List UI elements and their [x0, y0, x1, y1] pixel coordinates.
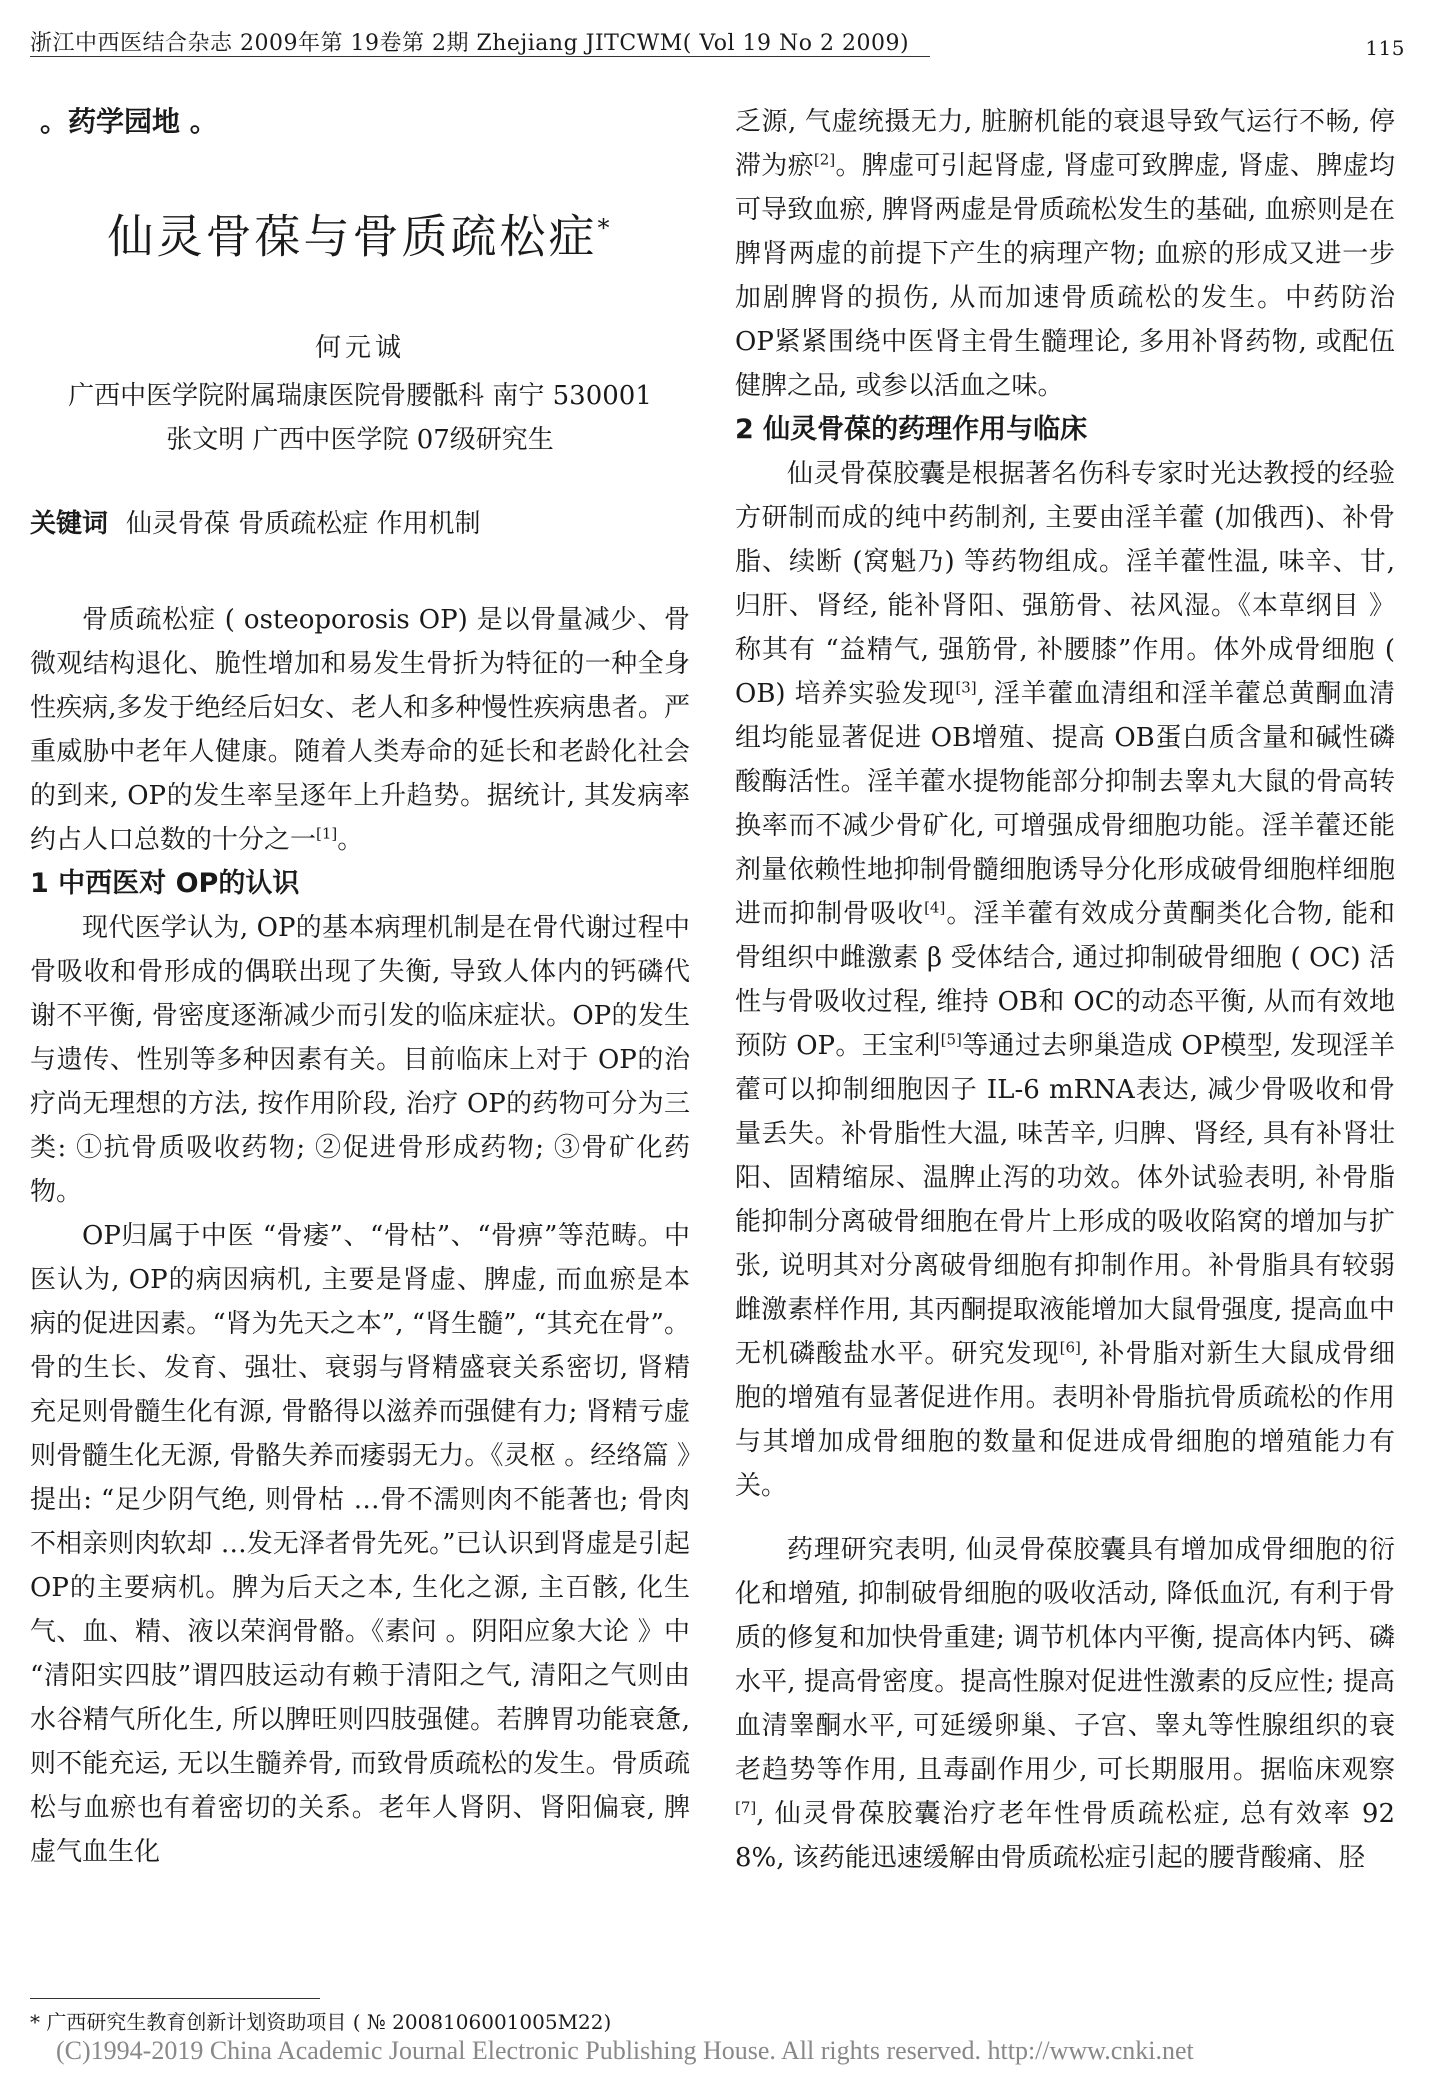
section-tag: 。药学园地 。 [40, 105, 218, 138]
body-paragraph [30, 1214, 690, 1874]
paragraph-text: 骨质疏松症 ( osteoporosis OP) 是以骨量减少、骨微观结构退化、脆性增加和易发生骨折为特征的一种全身性疾病,多发于绝经后妇女、老人和多种慢性疾病患者。严重威胁中老年人健康。随着人类寿命的延长和老龄化社会的到来, OP的发生率呈逐年上升趋势。据统计, 其发病率约占人口总数的十分之一 [30, 605, 690, 855]
right-body [735, 100, 1395, 1880]
footnote-rule [30, 1998, 320, 1999]
paragraph-text: 等通过去卵巢造成 OP模型, 发现淫羊藿可以抑制细胞因子 IL-6 mRNA表达, 减少骨吸收和骨量丢失。补骨脂性大温, 味苦辛, 归脾、肾经, 具有补肾壮阳、固精缩尿、温脾止泻的功效。体外试验表明, 补骨脂能抑制分离破骨细胞在骨片上形成的吸收陷窝的增加与扩张, 说明其对分离破骨细胞有抑制作用。补骨脂具有较弱雌激素样作用, 其丙酮提取液能增加大鼠骨强度, 提高血中无机磷酸盐水平。研究发现 [735, 1031, 1395, 1369]
copyright-line: (C)1994-2019 China Academic Journal Electronic Publishing House. All rights reserved. http://www.cnki.net [56, 2036, 1194, 2065]
citation-ref: [6] [1059, 1338, 1081, 1357]
citation-ref: [1] [316, 824, 338, 843]
paragraph-text: 乏源, 气虚统摄无力, 脏腑机能的衰退导致气运行不畅, 停滞为瘀 [735, 107, 1395, 181]
paragraph-text: 。淫羊藿有效成分黄酮类化合物, 能和骨组织中雌激素 β 受体结合, 通过抑制破骨细胞 ( OC) 活性与骨吸收过程, 维持 OB和 OC的动态平衡, 从而有效地预防 OP。王宝利 [735, 899, 1395, 1061]
affiliation-1: 广西中医学院附属瑞康医院骨腰骶科 南宁 530001 [68, 381, 652, 411]
left-body [30, 598, 690, 1874]
running-header [30, 22, 1405, 60]
body-paragraph [735, 1528, 1395, 1880]
citation-ref: [3] [955, 678, 977, 697]
section-heading: 2 仙灵骨葆的药理作用与临床 [735, 414, 1088, 445]
paragraph-gap [735, 1508, 1395, 1528]
paragraph-text: 现代医学认为, OP的基本病理机制是在骨代谢过程中骨吸收和骨形成的偶联出现了失衡, 导致人体内的钙磷代谢不平衡, 骨密度逐渐减少而引发的临床症状。OP的发生与遗传、性别等多种因素有关。目前临床上对于 OP的治疗尚无理想的方法, 按作用阶段, 治疗 OP的药物可分为三类: ①抗骨质吸收药物; ②促进骨形成药物; ③骨矿化药物。 [30, 913, 690, 1207]
footnote: * 广西研究生教育创新计划资助项目 ( № 2008106001005M22) [30, 2010, 612, 2034]
body-paragraph [30, 598, 690, 862]
section-heading: 1 中西医对 OP的认识 [30, 868, 300, 899]
paragraph-text: , 仙灵骨葆胶囊治疗老年性骨质疏松症, 总有效率 92 8%, 该药能迅速缓解由骨质疏松症引起的腰背酸痛、胫 [735, 1799, 1395, 1873]
body-paragraph [30, 906, 690, 1214]
citation-ref: [7] [735, 1798, 757, 1817]
paragraph-text: 。脾虚可引起肾虚, 肾虚可致脾虚, 肾虚、脾虚均可导致血瘀, 脾肾两虚是骨质疏松发生的基础, 血瘀则是在脾肾两虚的前提下产生的病理产物; 血瘀的形成又进一步加剧脾肾的损伤, 从而加速骨质疏松的发生。中药防治 OP紧紧围绕中医肾主骨生髓理论, 多用补肾药物, 或配伍健脾之品, 或参以活血之味。 [735, 151, 1395, 401]
header-rule [30, 56, 930, 57]
page-number: 115 [1365, 36, 1405, 60]
affiliation-2: 张文明 广西中医学院 07级研究生 [166, 425, 554, 455]
paragraph-text: 药理研究表明, 仙灵骨葆胶囊具有增加成骨细胞的衍化和增殖, 抑制破骨细胞的吸收活动, 降低血沉, 有利于骨质的修复和加快骨重建; 调节机体内平衡, 提高体内钙、磷水平, 提高骨密度。提高性腺对促进性激素的反应性; 提高血清睾酮水平, 可延缓卵巢、子宫、睾丸等性腺组织的衰老趋势等作用, 且毒副作用少, 可长期服用。据临床观察 [735, 1535, 1395, 1785]
journal-citation: 浙江中西医结合杂志 2009年第 19卷第 2期 Zhejiang JITCWM( Vol 19 No 2 2009) [30, 31, 910, 56]
citation-ref: [5] [940, 1030, 962, 1049]
body-paragraph [735, 452, 1395, 1508]
author: 何元诚 [314, 333, 405, 363]
right-column [735, 100, 1395, 1880]
article-title [30, 206, 690, 266]
body-paragraph [735, 100, 1395, 408]
title-footnote-mark: * [597, 214, 613, 242]
keywords-label: 关键词 [30, 509, 109, 539]
keywords [30, 502, 690, 546]
paragraph-text: 。 [337, 825, 364, 855]
left-column [30, 100, 690, 1874]
paragraph-text: OP归属于中医 “骨痿”、“骨枯”、“骨痹”等范畴。中医认为, OP的病因病机, 主要是肾虚、脾虚, 而血瘀是本病的促进因素。“肾为先天之本”, “肾生髓”, “其充在骨”。骨的生长、发育、强壮、衰弱与肾精盛衰关系密切, 肾精充足则骨髓生化有源, 骨骼得以滋养而强健有力; 肾精亏虚则骨髓生化无源, 骨骼失养而痿弱无力。《灵枢 。经络篇 》提出: “足少阴气绝, 则骨枯 …骨不濡则肉不能著也; 骨肉不相亲则肉软却 …发无泽者骨先死。”已认识到肾虚是引起 OP的主要病机。脾为后天之本, 生化之源, 主百骸, 化生气、血、精、液以荣润骨骼。《素问 。阴阳应象大论 》中 “清阳实四肢”谓四肢运动有赖于清阳之气, 清阳之气则由水谷精气所化生, 所以脾旺则四肢强健。若脾胃功能衰惫, 则不能充运, 无以生髓养骨, 而致骨质疏松的发生。骨质疏松与血瘀也有着密切的关系。老年人肾阴、肾阳偏衰, 脾虚气血生化 [30, 1221, 690, 1867]
citation-ref: [4] [924, 898, 946, 917]
title-text: 仙灵骨葆与骨质疏松症 [107, 209, 598, 264]
paragraph-text: , 淫羊藿血清组和淫羊藿总黄酮血清组均能显著促进 OB增殖、提高 OB蛋白质含量和碱性磷酸酶活性。淫羊藿水提物能部分抑制去睾丸大鼠的骨高转换率而不减少骨矿化, 可增强成骨细胞功能。淫羊藿还能剂量依赖性地抑制骨髓细胞诱导分化形成破骨细胞样细胞进而抑制骨吸收 [735, 679, 1395, 929]
citation-ref: [2] [813, 150, 836, 169]
keywords-list: 仙灵骨葆 骨质疏松症 作用机制 [126, 509, 481, 539]
paragraph-text: , 补骨脂对新生大鼠成骨细胞的增殖有显著促进作用。表明补骨脂抗骨质疏松的作用与其增加成骨细胞的数量和促进成骨细胞的增殖能力有关。 [735, 1339, 1395, 1501]
paragraph-text: 仙灵骨葆胶囊是根据著名伤科专家时光达教授的经验方研制而成的纯中药制剂, 主要由淫羊藿 (加俄西)、补骨脂、续断 (窝魁乃) 等药物组成。淫羊藿性温, 味辛、甘, 归肝、肾经, 能补肾阳、强筋骨、祛风湿。《本草纲目 》称其有 “益精气, 强筋骨, 补腰膝”作用。体外成骨细胞 ( OB) 培养实验发现 [735, 459, 1395, 709]
